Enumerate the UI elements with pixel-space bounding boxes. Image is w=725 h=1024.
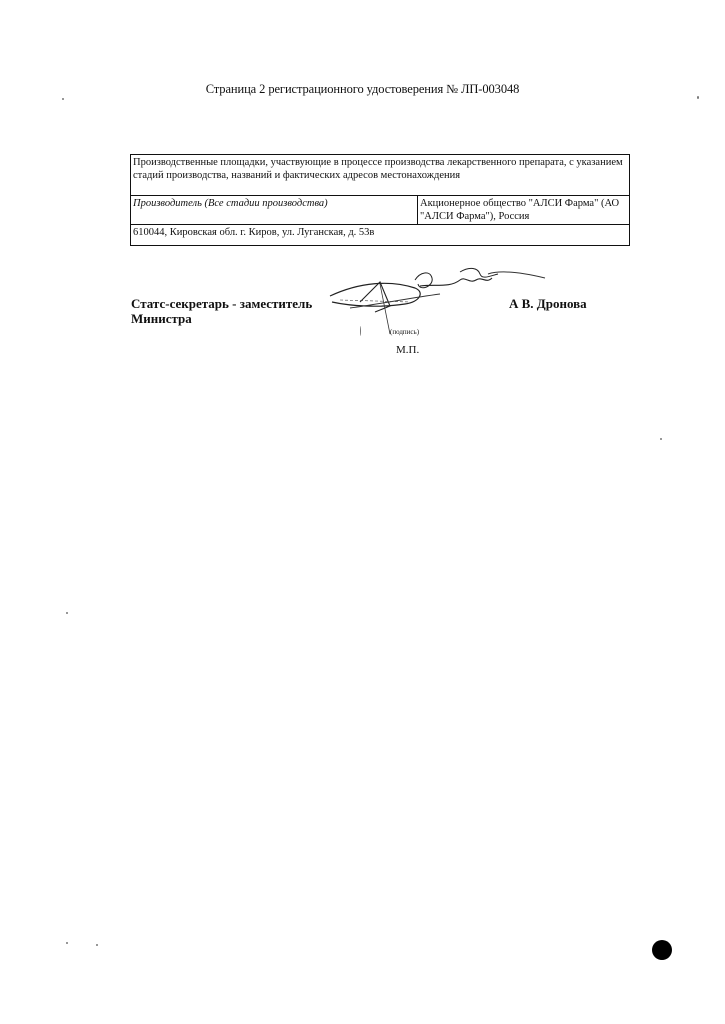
sites-table-heading: Производственные площадки, участвующие в процессе производства лекарственного препарата, с указанием стадий производства, названий и фактических адресов местонахождения [131, 155, 630, 196]
scan-speck [96, 944, 98, 946]
site-address-cell: 610044, Кировская обл. г. Киров, ул. Луганская, д. 53в [131, 225, 630, 246]
signatory-title-line-1: Статс-секретарь - заместитель [131, 296, 313, 311]
signature-caption: (подпись) [390, 328, 420, 336]
manufacturer-company-cell: Акционерное общество "АЛСИ Фарма" (АО "АЛСИ Фарма"), Россия [418, 196, 630, 225]
scan-speck [66, 612, 68, 614]
scan-speck [697, 96, 699, 99]
page-header: Страница 2 регистрационного удостоверения № ЛП-003048 [205, 82, 520, 96]
scan-speck [660, 438, 662, 440]
production-sites-table [130, 154, 630, 246]
scan-speck [66, 942, 68, 944]
scan-dot [652, 940, 672, 960]
scan-speck [62, 98, 64, 100]
signatory-title-line-2: Министра [131, 311, 192, 326]
signatory-name: А В. Дронова [509, 296, 587, 311]
table-row [131, 196, 630, 225]
seal-mark: М.П. [396, 344, 420, 356]
signatory-title [131, 296, 312, 326]
scan-speck [360, 326, 361, 336]
manufacturer-role-cell: Производитель (Все стадии производства) [131, 196, 418, 225]
